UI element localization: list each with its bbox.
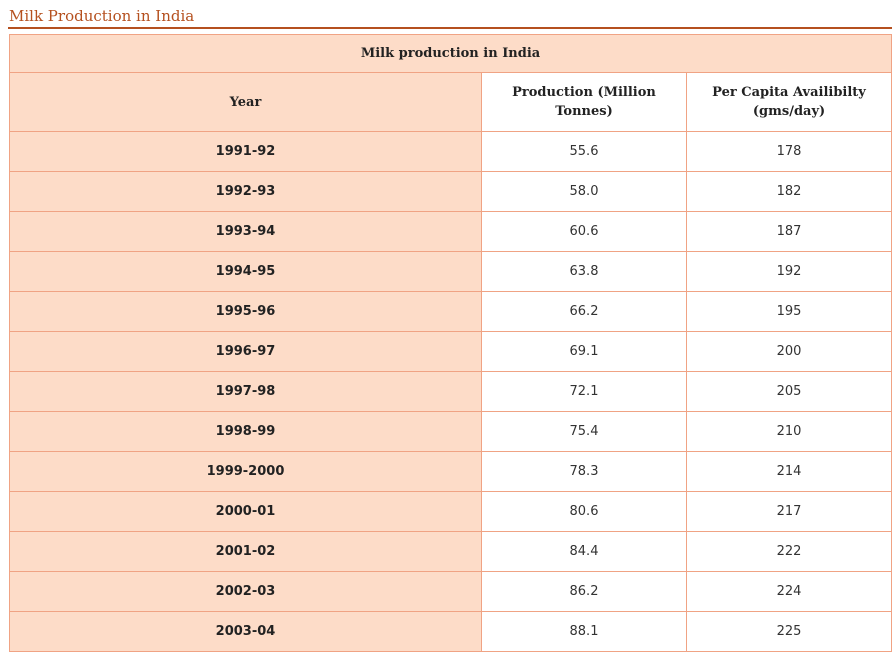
header-per-capita bbox=[687, 73, 892, 132]
cell-year: 1991-92 bbox=[10, 132, 482, 172]
table-caption: Milk production in India bbox=[10, 35, 892, 73]
cell-year: 2002-03 bbox=[10, 572, 482, 612]
table-row bbox=[10, 332, 892, 372]
header-per-capita-label: Per Capita Availibilty (gms/day) bbox=[712, 85, 866, 119]
table-row bbox=[10, 132, 892, 172]
cell-per-capita: 214 bbox=[687, 452, 892, 492]
cell-production: 60.6 bbox=[482, 212, 687, 252]
table-row bbox=[10, 372, 892, 412]
table-row bbox=[10, 172, 892, 212]
cell-production: 66.2 bbox=[482, 292, 687, 332]
cell-year: 1995-96 bbox=[10, 292, 482, 332]
table-caption-row bbox=[10, 35, 892, 73]
cell-per-capita: 224 bbox=[687, 572, 892, 612]
cell-per-capita: 217 bbox=[687, 492, 892, 532]
header-production bbox=[482, 73, 687, 132]
cell-production: 72.1 bbox=[482, 372, 687, 412]
cell-per-capita: 205 bbox=[687, 372, 892, 412]
cell-production: 88.1 bbox=[482, 612, 687, 652]
cell-per-capita: 200 bbox=[687, 332, 892, 372]
cell-year: 2003-04 bbox=[10, 612, 482, 652]
cell-year: 1998-99 bbox=[10, 412, 482, 452]
cell-production: 63.8 bbox=[482, 252, 687, 292]
page-title: Milk Production in India bbox=[9, 7, 195, 25]
cell-production: 75.4 bbox=[482, 412, 687, 452]
cell-year: 1997-98 bbox=[10, 372, 482, 412]
table-row bbox=[10, 532, 892, 572]
cell-per-capita: 178 bbox=[687, 132, 892, 172]
cell-per-capita: 182 bbox=[687, 172, 892, 212]
table-row bbox=[10, 412, 892, 452]
cell-per-capita: 225 bbox=[687, 612, 892, 652]
cell-production: 86.2 bbox=[482, 572, 687, 612]
cell-year: 1993-94 bbox=[10, 212, 482, 252]
table-row bbox=[10, 572, 892, 612]
cell-year: 2001-02 bbox=[10, 532, 482, 572]
cell-per-capita: 187 bbox=[687, 212, 892, 252]
cell-production: 80.6 bbox=[482, 492, 687, 532]
title-divider bbox=[8, 27, 892, 29]
cell-production: 55.6 bbox=[482, 132, 687, 172]
table-row bbox=[10, 612, 892, 652]
header-year: Year bbox=[10, 73, 482, 132]
cell-year: 1999-2000 bbox=[10, 452, 482, 492]
table-header-row bbox=[10, 73, 892, 132]
cell-production: 69.1 bbox=[482, 332, 687, 372]
cell-per-capita: 222 bbox=[687, 532, 892, 572]
table-row bbox=[10, 452, 892, 492]
cell-year: 1996-97 bbox=[10, 332, 482, 372]
cell-per-capita: 192 bbox=[687, 252, 892, 292]
header-production-label: Production (Million Tonnes) bbox=[512, 85, 656, 119]
cell-production: 84.4 bbox=[482, 532, 687, 572]
table-row bbox=[10, 212, 892, 252]
cell-production: 58.0 bbox=[482, 172, 687, 212]
milk-production-table bbox=[9, 34, 892, 652]
cell-year: 1992-93 bbox=[10, 172, 482, 212]
cell-year: 1994-95 bbox=[10, 252, 482, 292]
table-row bbox=[10, 492, 892, 532]
cell-per-capita: 195 bbox=[687, 292, 892, 332]
table-body bbox=[10, 132, 892, 652]
table-row bbox=[10, 292, 892, 332]
cell-year: 2000-01 bbox=[10, 492, 482, 532]
cell-production: 78.3 bbox=[482, 452, 687, 492]
table-row bbox=[10, 252, 892, 292]
cell-per-capita: 210 bbox=[687, 412, 892, 452]
